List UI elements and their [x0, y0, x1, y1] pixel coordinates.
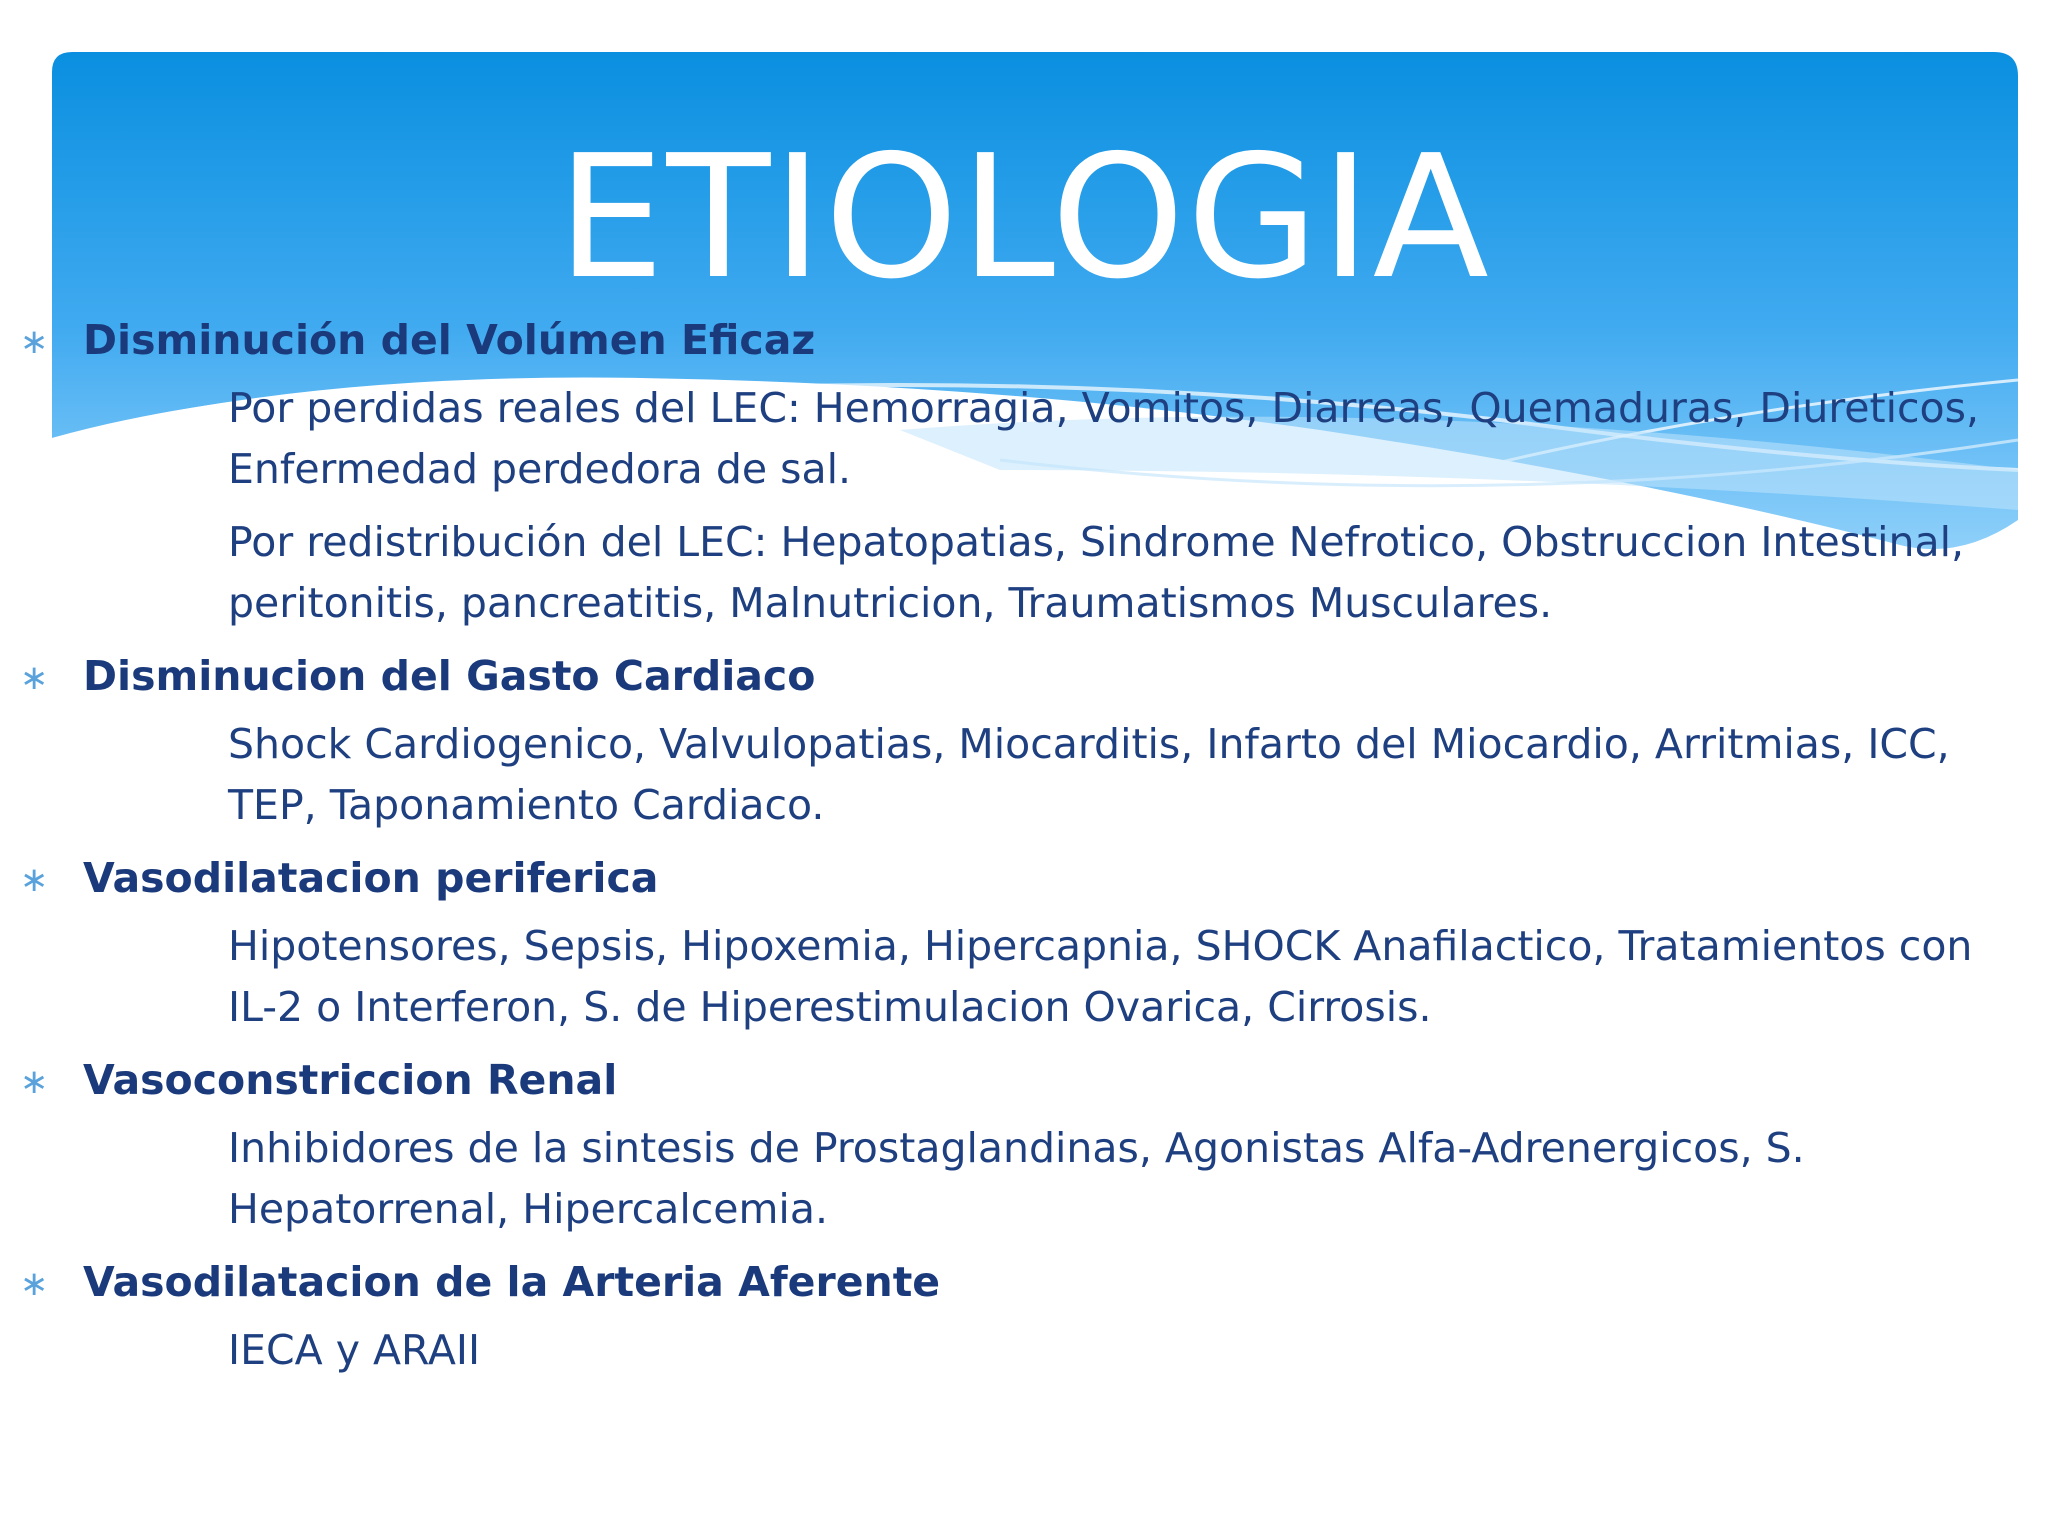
asterisk-icon: ∗: [20, 1062, 49, 1102]
asterisk-icon: ∗: [20, 860, 49, 900]
section-heading: Disminución del Volúmen Eficaz: [83, 316, 816, 364]
page-title: ETIOLOGIA: [557, 119, 1491, 317]
section-arteria-aferente: [0, 1252, 2048, 1381]
section-paragraph: Shock Cardiogenico, Valvulopatias, Miocarditis, Infarto del Miocardio, Arritmias, ICC, TEP, Taponamiento Cardiaco.: [228, 720, 1950, 829]
section-vasoconstriccion-renal: [0, 1050, 2048, 1240]
section-vasodilatacion-periferica: [0, 848, 2048, 1038]
section-paragraph: Por perdidas reales del LEC: Hemorragia, Vomitos, Diarreas, Quemaduras, Diureticos, Enfermedad perdedora de sal.: [228, 384, 1979, 493]
section-volumen-eficaz: [0, 310, 2048, 634]
section-heading: Vasodilatacion periferica: [83, 854, 659, 902]
section-paragraph: Inhibidores de la sintesis de Prostaglandinas, Agonistas Alfa-Adrenergicos, S. Hepatorrenal, Hipercalcemia.: [228, 1124, 1805, 1233]
section-paragraph: Por redistribución del LEC: Hepatopatias, Sindrome Nefrotico, Obstruccion Intestinal, peritonitis, pancreatitis, Malnutricion, Traumatismos Musculares.: [228, 518, 1965, 627]
section-paragraph: IECA y ARAII: [228, 1326, 481, 1374]
asterisk-icon: ∗: [20, 1264, 49, 1304]
section-gasto-cardiaco: [0, 646, 2048, 836]
content-list: [0, 310, 2048, 1393]
section-paragraph: Hipotensores, Sepsis, Hipoxemia, Hipercapnia, SHOCK Anafilactico, Tratamientos con IL-2 o Interferon, S. de Hiperestimulacion Ovarica, Cirrosis.: [228, 922, 1973, 1031]
section-heading: Vasodilatacion de la Arteria Aferente: [83, 1258, 941, 1306]
asterisk-icon: ∗: [20, 658, 49, 698]
section-heading: Disminucion del Gasto Cardiaco: [83, 652, 816, 700]
asterisk-icon: ∗: [20, 322, 49, 362]
section-heading: Vasoconstriccion Renal: [83, 1056, 618, 1104]
